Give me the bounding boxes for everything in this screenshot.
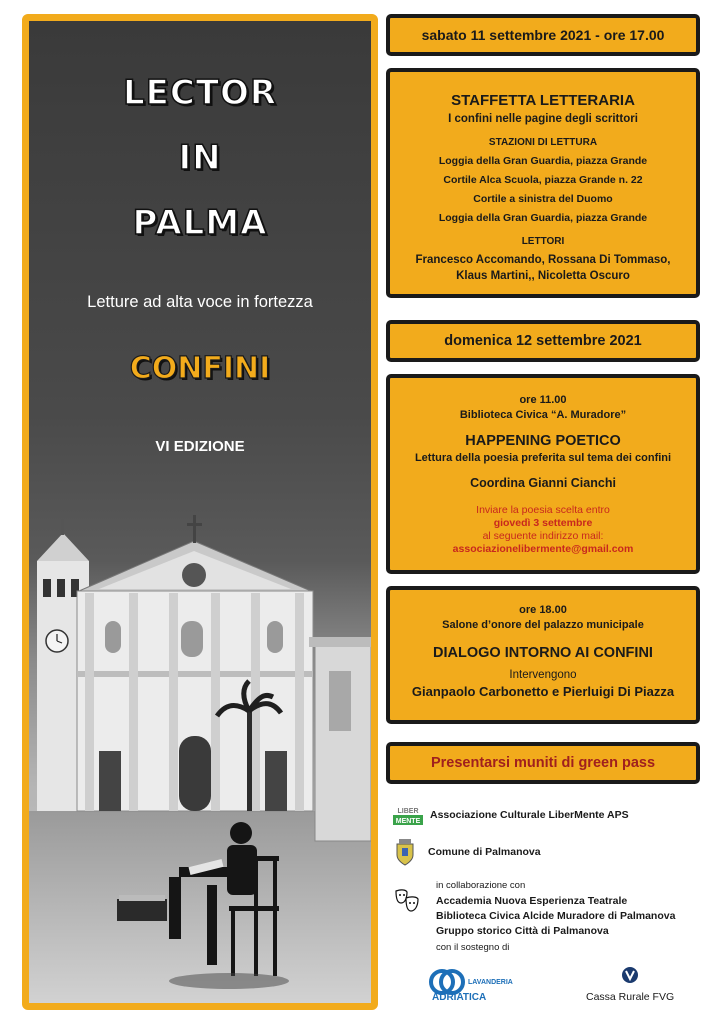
cathedral-photo: [29, 511, 371, 1010]
happening-coordinator: Coordina Gianni Cianchi: [470, 476, 616, 490]
saturday-date-box: [386, 14, 700, 56]
cassa-rurale-name: Cassa Rurale FVG: [586, 991, 675, 1003]
poster-subtitle: Letture ad alta voce in fortezza: [87, 293, 313, 311]
dialogo-place: Salone d’onore del palazzo municipale: [442, 619, 644, 631]
comune-crest-icon: [392, 838, 418, 866]
poster-theme: CONFINI: [129, 351, 271, 386]
readers-label: LETTORI: [521, 236, 565, 247]
readers-line-1: Francesco Accomando, Rossana Di Tommaso,: [415, 254, 671, 266]
staffetta-subtitle: I confini nelle pagine degli scrittori: [448, 113, 638, 125]
adriatica-logo-top: LAVANDERIA: [468, 979, 513, 986]
saturday-date: sabato 11 settembre 2021 - ore 17.00: [421, 27, 665, 43]
readers-line-2: Klaus Martini,, Nicoletta Oscuro: [456, 269, 630, 282]
sponsor-libermente: [392, 804, 629, 826]
sponsor-comune: [392, 838, 541, 866]
happening-note-3: al seguente indirizzo mail:: [482, 530, 604, 543]
happening-subtitle: Lettura della poesia preferita sul tema dei confini: [414, 452, 672, 464]
staffetta-box: [386, 68, 700, 298]
lavanderia-adriatica-logo: [428, 966, 518, 1006]
dialogo-time: ore 18.00: [519, 604, 567, 616]
green-pass-text: Presentarsi muniti di green pass: [430, 755, 656, 771]
dialogo-box: [386, 586, 700, 724]
comune-name: Comune di Palmanova: [428, 846, 541, 858]
readers-list: [390, 253, 696, 284]
adriatica-logo-bottom: ADRIATICA: [432, 992, 487, 1003]
collab-2: Biblioteca Civica Alcide Muradore di Palmanova: [436, 910, 676, 923]
happening-note-1: Inviare la poesia scelta entro: [476, 504, 610, 516]
collab-list: [436, 894, 675, 940]
station-3: Cortile a sinistra del Duomo: [473, 193, 613, 205]
station-2: Cortile Alca Scuola, piazza Grande n. 22: [443, 174, 643, 186]
poster-left-panel: [22, 14, 378, 1010]
green-pass-notice: [386, 742, 700, 784]
collab-3: Gruppo storico Città di Palmanova: [436, 925, 609, 938]
staffetta-title: STAFFETTA LETTERARIA: [451, 92, 635, 109]
sunday-date: domenica 12 settembre 2021: [444, 333, 642, 349]
happening-email[interactable]: associazionelibermente@gmail.com: [452, 543, 634, 556]
stations-label: STAZIONI DI LETTURA: [488, 137, 598, 148]
cassa-rurale-icon: [619, 966, 641, 984]
libermente-name: Associazione Culturale LiberMente APS: [430, 809, 629, 821]
station-4: Loggia della Gran Guardia, piazza Grande: [438, 212, 648, 224]
title-line-1: LECTOR: [122, 73, 278, 113]
title-line-2: IN: [178, 138, 222, 178]
libermente-logo-bottom: MENTE: [395, 818, 421, 825]
theatre-masks-icon: [394, 888, 420, 914]
title-line-3: PALMA: [132, 203, 268, 243]
cassa-rurale-logo: [586, 966, 674, 1003]
dialogo-intro: Intervengono: [509, 669, 577, 681]
libermente-logo-icon: [392, 804, 424, 826]
happening-place: Biblioteca Civica “A. Muradore”: [459, 409, 627, 421]
dialogo-title: DIALOGO INTORNO AI CONFINI: [433, 645, 653, 661]
collab-1: Accademia Nuova Esperienza Teatrale: [436, 895, 628, 907]
happening-title: HAPPENING POETICO: [465, 433, 621, 449]
collab-intro: in collaborazione con: [436, 880, 526, 891]
support-intro: con il sostegno di: [436, 942, 510, 953]
happening-deadline: giovedì 3 settembre: [493, 517, 593, 530]
libermente-logo-top: LIBER: [397, 808, 419, 815]
dialogo-speakers: Gianpaolo Carbonetto e Pierluigi Di Piazza: [411, 684, 675, 699]
poster-edition: VI EDIZIONE: [155, 438, 245, 455]
station-1: Loggia della Gran Guardia, piazza Grande: [438, 155, 648, 167]
happening-time: ore 11.00: [519, 394, 567, 406]
sunday-date-box: [386, 320, 700, 362]
happening-box: [386, 374, 700, 574]
